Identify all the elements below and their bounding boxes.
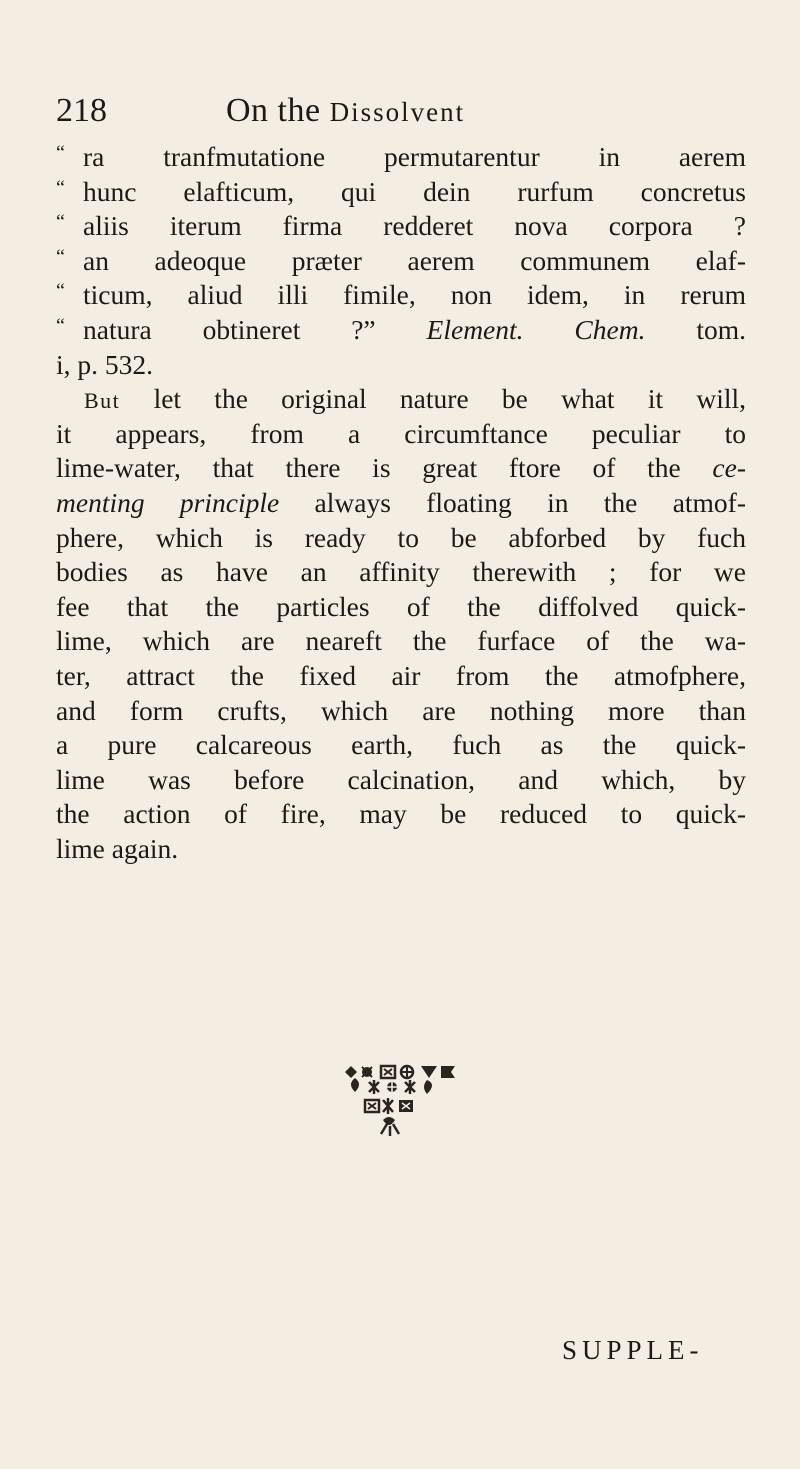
paragraph-last-line: lime again. xyxy=(56,832,179,864)
paragraph-line: a pure calcareous earth, fuch as the quick- xyxy=(56,729,746,761)
quote-mark: “ xyxy=(56,176,65,199)
page-reference: i, p. 532. xyxy=(56,348,154,380)
quote-mark: “ xyxy=(56,314,65,337)
paragraph-line: ter, attract the fixed air from the atmofphere, xyxy=(56,659,746,691)
paragraph-first-line: But let the original nature be what it will, xyxy=(84,383,747,415)
italic-term: menting principle xyxy=(56,486,280,518)
quote-mark: “ xyxy=(56,211,65,234)
quote-mark: “ xyxy=(56,245,65,268)
paragraph-line: and form crufts, which are nothing more than xyxy=(56,694,746,726)
printers-ornament-icon xyxy=(335,1062,465,1172)
running-title xyxy=(226,92,465,130)
paragraph-line: bodies as have an affinity therewith ; for we xyxy=(56,556,746,588)
italic-term: ce- xyxy=(712,452,746,484)
quote-mark: “ xyxy=(56,142,65,164)
quote-line: “ an adeoque præter aerem communem elaf- xyxy=(56,244,746,279)
quote-line: “ ra tranfmutatione permutarentur in aerem xyxy=(56,140,746,175)
paragraph-line: the action of fire, may be reduced to quick- xyxy=(56,798,746,830)
quote-line: “ hunc elafticum, qui dein rurfum concretus xyxy=(56,175,746,210)
paragraph-line: lime-water, that there is great ftore of the ce- xyxy=(56,452,746,484)
catchword: SUPPLE- xyxy=(562,1335,704,1365)
paragraph-line: it appears, from a circumftance peculiar to xyxy=(56,417,746,449)
paragraph-first-word: But xyxy=(84,388,121,414)
page-header xyxy=(56,92,746,132)
citation-line: “ natura obtineret ?” Element. Chem. tom. xyxy=(56,313,746,348)
quote-line: “ ticum, aliud illi fimile, non idem, in rerum xyxy=(56,278,746,313)
running-title-prefix: On the xyxy=(226,92,321,129)
citation-work: Element. Chem. xyxy=(426,313,646,345)
paragraph-line: lime, which are neareft the furface of the wa- xyxy=(56,625,746,657)
text-body xyxy=(56,140,746,866)
paragraph-line: phere, which is ready to be abforbed by fuch xyxy=(56,521,746,553)
page-number: 218 xyxy=(56,92,107,129)
quote-mark: “ xyxy=(56,280,65,303)
quote-line: “ aliis iterum firma redderet nova corpora ? xyxy=(56,209,746,244)
paragraph-line: menting principle always floating in the atmof- xyxy=(56,486,746,518)
paragraph-line: fee that the particles of the diffolved quick- xyxy=(56,590,746,622)
running-title-main: Dissolvent xyxy=(329,97,466,127)
paragraph-line: lime was before calcination, and which, by xyxy=(56,763,746,795)
